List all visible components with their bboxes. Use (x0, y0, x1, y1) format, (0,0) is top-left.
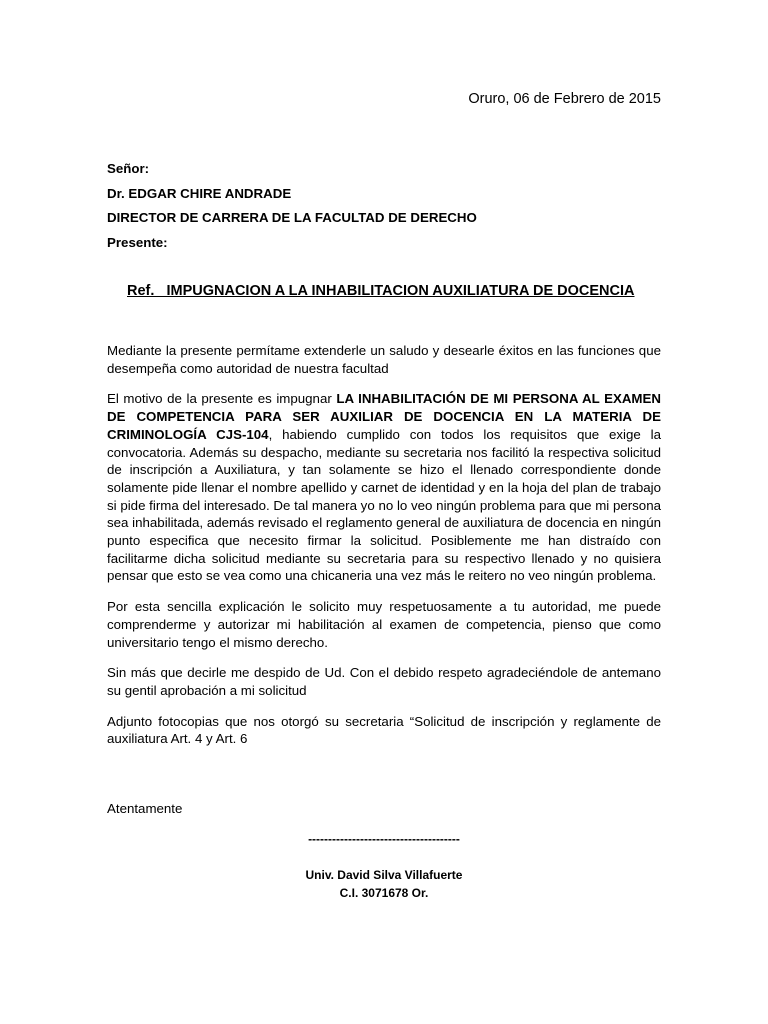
addressee-title: DIRECTOR DE CARRERA DE LA FACULTAD DE DERECHO (107, 210, 477, 225)
letter-date: Oruro, 06 de Febrero de 2015 (468, 91, 661, 107)
closing-text: Atentamente (107, 801, 183, 816)
signer-block (0, 866, 768, 902)
presente-label: Presente: (107, 234, 168, 250)
addressee-block (107, 157, 477, 255)
signer-id: C.I. 3071678 Or. (339, 886, 429, 900)
paragraph-attachments: Adjunto fotocopias que nos otorgó su secretaria “Solicitud de inscripción y reglamente de auxiliatura Art. 4 y Art. 6 (107, 713, 661, 747)
reference-line: Ref. IMPUGNACION A LA INHABILITACION AUXILIATURA DE DOCENCIA (127, 283, 635, 299)
letter-body (107, 342, 661, 761)
paragraph-request: Por esta sencilla explicación le solicito muy respetuosamente a tu autoridad, me puede comprenderme y autorizar mi habilitación al examen de competencia, pienso que como universitario tengo el mismo derecho. (107, 599, 661, 650)
paragraph-motive-intro: El motivo de la presente es impugnar (107, 391, 337, 407)
addressee-name: Dr. EDGAR CHIRE ANDRADE (107, 185, 292, 201)
paragraph-motive (107, 390, 661, 585)
paragraph-greeting: Mediante la presente permítame extenderle un saludo y desearle éxitos en las funciones que desempeña como autoridad de nuestra facultad (107, 343, 661, 376)
paragraph-farewell: Sin más que decirle me despido de Ud. Con el debido respeto agradeciéndole de antemano su gentil aprobación a mi solicitud (107, 665, 661, 698)
signer-name: Univ. David Silva Villafuerte (305, 868, 463, 882)
salutation: Señor: (107, 161, 150, 176)
paragraph-motive-rest: , habiendo cumplido con todos los requisitos que exige la convocatoria. Además su despacho, mediante su secretaria nos facilitó la respectiva solicitud de inscripción a Auxiliatura, y tan solamente se hizo el llenado correspondiente donde solamente pide llenar el nombre apellido y carnet de identidad y en la hoja del plan de trabajo si pide firma del interesado. De tal manera yo no lo veo ningún problema para que mi persona sea inhabilitada, además revisado el reglamento general de auxiliatura de docencia en ningún punto especifica que necesito firmar la solicitud. Posiblemente me han distraído con facilitarme dicha solicitud mediante su secretaria para su respectivo llenado y no quisiera pensar que esto se vea como una chicaneria una vez más le reitero no veo ningún problema. (107, 426, 661, 584)
signature-line: -------------------------------------- (308, 832, 460, 846)
paragraph-motive-emphasis: LA INHABILITACIÓN DE MI PERSONA AL EXAMEN DE COMPETENCIA PARA SER AUXILIAR DE DOCENCIA EN LA MATERIA DE CRIMINOLOGÍA CJS-104 (107, 391, 661, 442)
